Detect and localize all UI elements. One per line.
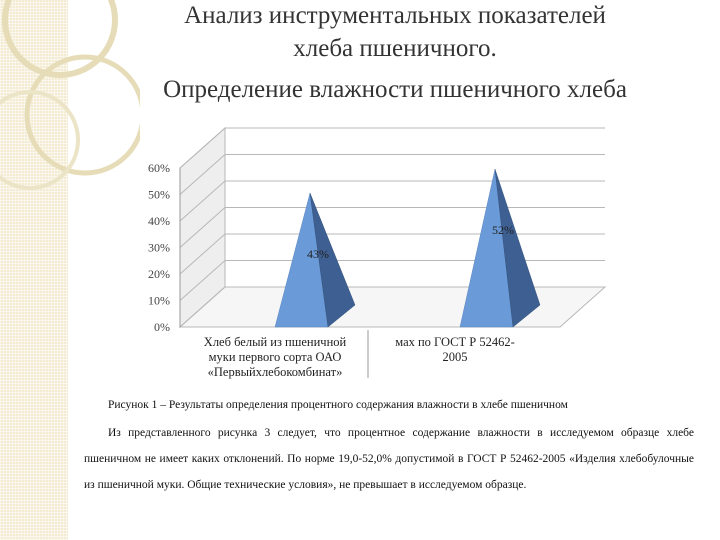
category-label-line: «Первыйхлебокомбинат» — [207, 365, 343, 379]
y-tick-label: 40% — [148, 214, 170, 228]
gridline — [180, 155, 605, 195]
y-tick-label: 50% — [148, 187, 170, 202]
y-tick-label: 10% — [148, 293, 170, 308]
category-label-line: мах по ГОСТ Р 52462- — [395, 335, 515, 349]
chart-floor — [180, 287, 605, 327]
y-tick-label: 0% — [154, 320, 170, 334]
figure-caption: Рисунок 1 – Результаты определения процентного содержания влажности в хлебе пшеничном — [108, 399, 568, 411]
category-label — [204, 335, 347, 379]
gridline — [180, 128, 605, 168]
data-label: 52% — [492, 223, 514, 238]
y-tick-label: 30% — [148, 240, 170, 255]
category-label-line: Хлеб белый из пшеничной — [203, 335, 347, 349]
gridline — [180, 234, 605, 274]
slide-title-line-1: Анализ инструментальных показателей — [184, 2, 606, 29]
slide-title-line-2: хлеба пшеничного. — [293, 35, 497, 62]
conclusion-text: Из представленного рисунка 3 следует, что процентное содержание влажности в исследуемом образце хлебе пшеничном не имеет каких отклонений. По норме 19,0-52,0% допустимой в ГОСТ Р 52462-2005 «Изделия хлебобулочные из пшеничной муки. Общие технические условия», не превышает в исследуемом образце. — [84, 427, 694, 491]
category-label-line: муки первого сорта ОАО — [208, 350, 342, 364]
data-label: 43% — [307, 247, 329, 262]
gridline — [180, 181, 605, 221]
category-label-line: 2005 — [442, 350, 468, 364]
conclusion-paragraph — [84, 420, 694, 498]
category-label — [395, 335, 515, 364]
y-tick-label: 60% — [148, 161, 170, 175]
gridline — [180, 208, 605, 248]
y-tick-label: 20% — [148, 267, 170, 281]
slide-subtitle: Определение влажности пшеничного хлеба — [163, 76, 627, 103]
